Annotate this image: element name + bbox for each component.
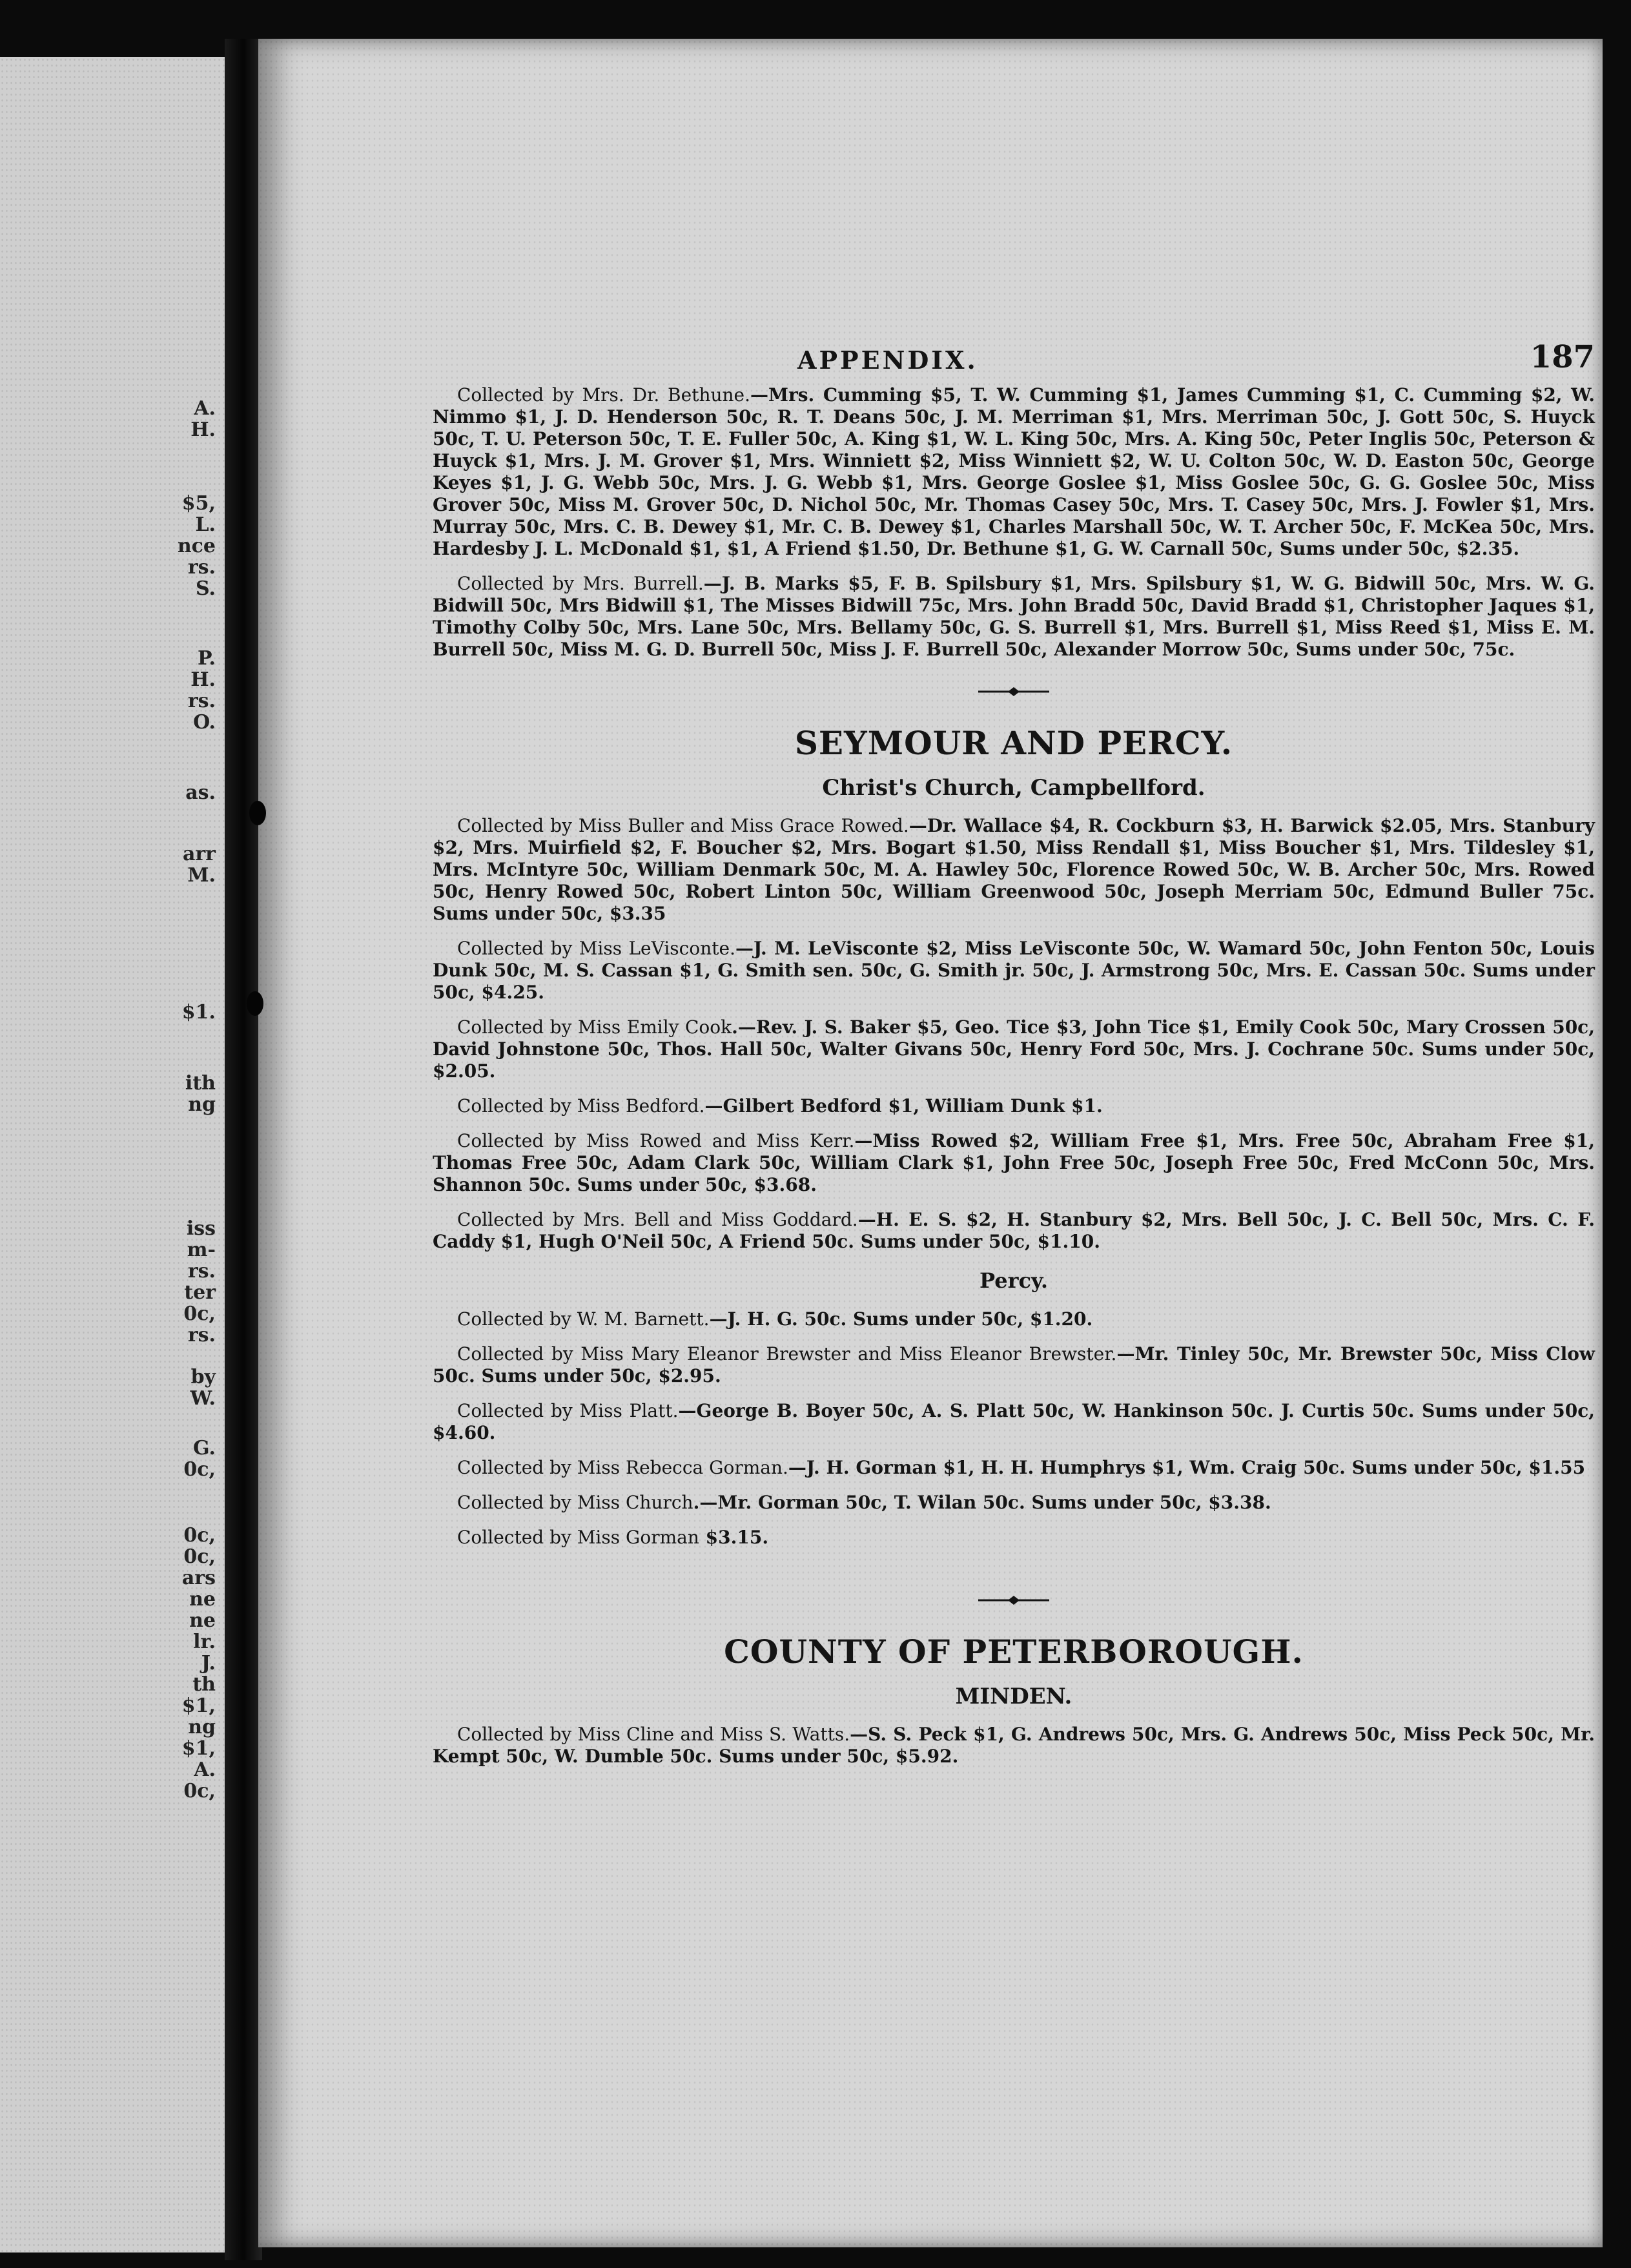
previous-page-fragment: L. bbox=[195, 513, 216, 536]
collection-entry bbox=[433, 384, 1595, 560]
previous-page-fragment: rs. bbox=[187, 690, 216, 712]
previous-page-fragment: arr bbox=[182, 843, 216, 865]
entry-text: —H. E. S. $2, H. Stanbury $2, Mrs. Bell 50c, J. C. Bell 50c, Mrs. C. F. Caddy $1, Hugh O'Neil 50c, A Friend 50c. Sums under 50c, $1.10. bbox=[433, 1209, 1595, 1252]
running-head bbox=[433, 333, 1595, 384]
section-subheading: Christ's Church, Campbellford. bbox=[822, 775, 1205, 801]
collection-entry bbox=[433, 1095, 1595, 1117]
previous-page-fragment: A. bbox=[194, 1758, 216, 1781]
entry-text: .—Rev. J. S. Baker $5, Geo. Tice $3, John Tice $1, Emily Cook 50c, Mary Crossen 50c, David Johnstone 50c, Thos. Hall 50c, Walter Givans 50c, Henry Ford 50c, Mrs. J. Cochrane 50c. Sums under 50c, $2.05. bbox=[433, 1016, 1595, 1082]
previous-page-fragment: $1, bbox=[181, 1737, 216, 1760]
previous-page-fragment: 0c, bbox=[183, 1780, 216, 1802]
section-bethune-burrell bbox=[433, 384, 1595, 661]
entry-lead: Collected by Miss Church bbox=[457, 1492, 693, 1513]
previous-page-fragment: J. bbox=[201, 1652, 216, 1675]
collection-entry bbox=[433, 1343, 1595, 1387]
previous-page-fragment: A. bbox=[194, 397, 216, 420]
previous-page-fragment: P. bbox=[197, 647, 216, 670]
entry-lead: Collected by Miss Cline and Miss S. Watts. bbox=[457, 1724, 850, 1745]
entry-text: $3.15. bbox=[699, 1527, 769, 1548]
previous-page-fragment: H. bbox=[190, 668, 216, 691]
collection-entry bbox=[433, 1308, 1595, 1330]
entry-lead: Collected by Mrs. Bell and Miss Goddard. bbox=[457, 1209, 858, 1230]
previous-page-fragment: ng bbox=[188, 1716, 216, 1738]
ink-blot bbox=[249, 801, 266, 825]
section-seymour-percy bbox=[433, 724, 1595, 1549]
collection-entry bbox=[433, 1457, 1595, 1479]
previous-page-fragment: as. bbox=[185, 781, 216, 804]
collection-entry bbox=[433, 1492, 1595, 1514]
entry-text: —J. M. LeVisconte $2, Miss LeVisconte 50c, W. Wamard 50c, John Fenton 50c, Louis Dunk 50c, M. S. Cassan $1, G. Smith sen. 50c, G. Smith jr. 50c, J. Armstrong 50c, Mrs. E. Cassan 50c. Sums under 50c, $4.25. bbox=[433, 938, 1595, 1003]
previous-page-fragment: lr. bbox=[193, 1631, 216, 1653]
previous-page-fragment: ter bbox=[184, 1281, 216, 1304]
book-page bbox=[258, 39, 1603, 2247]
running-title: APPENDIX. bbox=[797, 345, 978, 375]
collection-entry bbox=[433, 1209, 1595, 1253]
entry-lead: Collected by Miss Platt. bbox=[457, 1400, 679, 1421]
previous-page-fragment: M. bbox=[187, 864, 216, 887]
previous-page-fragment: ne bbox=[189, 1609, 216, 1632]
entry-text: .—Mr. Gorman 50c, T. Wilan 50c. Sums under 50c, $3.38. bbox=[693, 1492, 1271, 1513]
entry-lead: Collected by Miss Mary Eleanor Brewster and Miss Eleanor Brewster. bbox=[457, 1343, 1117, 1365]
previous-page-fragment: S. bbox=[195, 577, 216, 600]
entry-lead: Collected by Miss Emily Cook bbox=[457, 1016, 732, 1038]
previous-page-fragment: rs. bbox=[187, 1324, 216, 1346]
previous-page-fragment: m- bbox=[187, 1239, 216, 1261]
entry-lead: Collected by W. M. Barnett. bbox=[457, 1308, 710, 1330]
collection-entry bbox=[433, 815, 1595, 925]
previous-page-fragment: 0c, bbox=[183, 1458, 216, 1481]
collection-entry bbox=[433, 1527, 1595, 1549]
previous-page-fragment: ne bbox=[189, 1588, 216, 1611]
section-subheading: MINDEN. bbox=[955, 1684, 1072, 1709]
section-divider-ornament bbox=[433, 1594, 1595, 1613]
entry-text: —J. H. Gorman $1, H. H. Humphrys $1, Wm. Craig 50c. Sums under 50c, $1.55 bbox=[788, 1457, 1586, 1478]
entry-text: —J. B. Marks $5, F. B. Spilsbury $1, Mrs. Spilsbury $1, W. G. Bidwill 50c, Mrs. W. G. Bidwill 50c, Mrs Bidwill $1, The Misses Bidwill 75c, Mrs. John Bradd 50c, David Bradd $1, Christopher Jaques $1, Timothy Colby 50c, Mrs. Lane 50c, Mrs. Bellamy 50c, G. S. Burrell $1, Mrs. Burrell $1, Miss Reed $1, Miss E. M. Burrell 50c, Miss M. G. D. Burrell 50c, Miss J. F. Burrell 50c, Alexander Morrow 50c, Sums under 50c, 75c. bbox=[433, 573, 1595, 660]
previous-page-fragment: O. bbox=[193, 711, 216, 734]
previous-page-fragment: ars bbox=[181, 1567, 216, 1589]
entry-lead: Collected by Miss LeVisconte. bbox=[457, 938, 735, 959]
previous-page-fragment: iss bbox=[186, 1217, 216, 1240]
collection-entry bbox=[433, 1130, 1595, 1196]
entry-lead: Collected by Mrs. Dr. Bethune. bbox=[457, 384, 751, 406]
entry-lead: Collected by Miss Buller and Miss Grace Rowed. bbox=[457, 815, 909, 836]
collection-entry bbox=[433, 1724, 1595, 1768]
previous-page-fragment: nce bbox=[177, 535, 216, 557]
entry-lead: Collected by Mrs. Burrell. bbox=[457, 573, 704, 594]
previous-page-fragment: W. bbox=[190, 1387, 216, 1410]
page-number: 187 bbox=[1530, 339, 1595, 375]
book-gutter bbox=[225, 39, 262, 2260]
entry-text: —George B. Boyer 50c, A. S. Platt 50c, W. Hankinson 50c. J. Curtis 50c. Sums under 50c, $4.60. bbox=[433, 1400, 1595, 1443]
page-content bbox=[433, 333, 1595, 1780]
previous-page-fragment: rs. bbox=[187, 1260, 216, 1283]
section-heading: COUNTY OF PETERBOROUGH. bbox=[724, 1633, 1304, 1671]
entry-text: —Mr. Tinley 50c, Mr. Brewster 50c, Miss Clow 50c. Sums under 50c, $2.95. bbox=[433, 1343, 1595, 1387]
collection-entry bbox=[433, 938, 1595, 1004]
previous-page-fragment: th bbox=[192, 1673, 216, 1696]
entry-lead: Collected by Miss Rowed and Miss Kerr. bbox=[457, 1130, 855, 1151]
previous-page-fragment: rs. bbox=[187, 556, 216, 579]
previous-page-fragment: $5, bbox=[181, 492, 216, 515]
entry-text: —Gilbert Bedford $1, William Dunk $1. bbox=[704, 1095, 1103, 1117]
previous-page-edge bbox=[0, 57, 225, 2253]
entry-lead: Collected by Miss Gorman bbox=[457, 1527, 699, 1548]
entry-text: —J. H. G. 50c. Sums under 50c, $1.20. bbox=[709, 1308, 1093, 1330]
section-heading: SEYMOUR AND PERCY. bbox=[794, 724, 1233, 762]
entry-text: —Miss Rowed $2, William Free $1, Mrs. Free 50c, Abraham Free $1, Thomas Free 50c, Adam Clark 50c, William Clark $1, John Free 50c, Joseph Free 50c, Fred McConn 50c, Mrs. Shannon 50c. Sums under 50c, $3.68. bbox=[433, 1130, 1595, 1195]
previous-page-fragment: 0c, bbox=[183, 1303, 216, 1325]
previous-page-fragment: ith bbox=[185, 1072, 216, 1095]
entry-text: —Dr. Wallace $4, R. Cockburn $3, H. Barwick $2.05, Mrs. Stanbury $2, Mrs. Muirfield $2, F. Boucher $2, Mrs. Bogart $1.50, Miss Rendall $1, Miss Boucher $1, Mrs. Tildesley $1, Mrs. McIntyre 50c, William Denmark 50c, M. A. Hawley 50c, Florence Rowed 50c, W. B. Archer 50c, Mrs. Rowed 50c, Henry Rowed 50c, Robert Linton 50c, William Greenwood 50c, Joseph Merriam 50c, Edmund Buller 75c. Sums under 50c, $3.35 bbox=[433, 815, 1595, 924]
previous-page-fragment: by bbox=[190, 1366, 216, 1388]
previous-page-fragment: 0c, bbox=[183, 1524, 216, 1547]
ink-blot bbox=[247, 991, 263, 1016]
previous-page-fragment: ng bbox=[188, 1093, 216, 1116]
previous-page-fragment: G. bbox=[193, 1437, 216, 1459]
collection-entry bbox=[433, 1016, 1595, 1082]
minor-heading: Percy. bbox=[980, 1268, 1048, 1293]
previous-page-fragment: 0c, bbox=[183, 1545, 216, 1568]
entry-lead: Collected by Miss Bedford. bbox=[457, 1095, 705, 1117]
collection-entry bbox=[433, 1400, 1595, 1444]
section-divider-ornament bbox=[433, 685, 1595, 705]
collection-entry bbox=[433, 573, 1595, 661]
entry-text: —S. S. Peck $1, G. Andrews 50c, Mrs. G. Andrews 50c, Miss Peck 50c, Mr. Kempt 50c, W. Dumble 50c. Sums under 50c, $5.92. bbox=[433, 1724, 1595, 1767]
section-peterborough bbox=[433, 1633, 1595, 1768]
previous-page-fragment: $1, bbox=[181, 1695, 216, 1717]
entry-lead: Collected by Miss Rebecca Gorman. bbox=[457, 1457, 788, 1478]
previous-page-fragment: H. bbox=[190, 418, 216, 441]
entry-text: —Mrs. Cumming $5, T. W. Cumming $1, James Cumming $1, C. Cumming $2, W. Nimmo $1, J. D. Henderson 50c, R. T. Deans 50c, J. M. Merriman $1, Mrs. Merriman 50c, J. Gott 50c, S. Huyck 50c, T. U. Peterson 50c, T. E. Fuller 50c, A. King $1, W. L. King 50c, Mrs. A. King 50c, Peter Inglis 50c, Peterson & Huyck $1, Mrs. J. M. Grover $1, Mrs. Winniett $2, Miss Winniett $2, W. U. Colton 50c, W. D. Easton 50c, George Keyes $1, J. G. Webb 50c, Mrs. J. G. Webb $1, Mrs. George Goslee $1, Miss Goslee 50c, G. G. Goslee 50c, Miss Grover 50c, Miss M. Grover 50c, D. Nichol 50c, Mr. Thomas Casey 50c, Mrs. T. Casey 50c, Mrs. J. Fowler $1, Mrs. Murray 50c, Mrs. C. B. Dewey $1, Mr. C. B. Dewey $1, Charles Marshall 50c, W. T. Archer 50c, F. McKea 50c, Mrs. Hardesby J. L. McDonald $1, $1, A Friend $1.50, Dr. Bethune $1, G. W. Carnall 50c, Sums under 50c, $2.35. bbox=[433, 384, 1595, 559]
previous-page-fragment: $1. bbox=[181, 1001, 216, 1024]
